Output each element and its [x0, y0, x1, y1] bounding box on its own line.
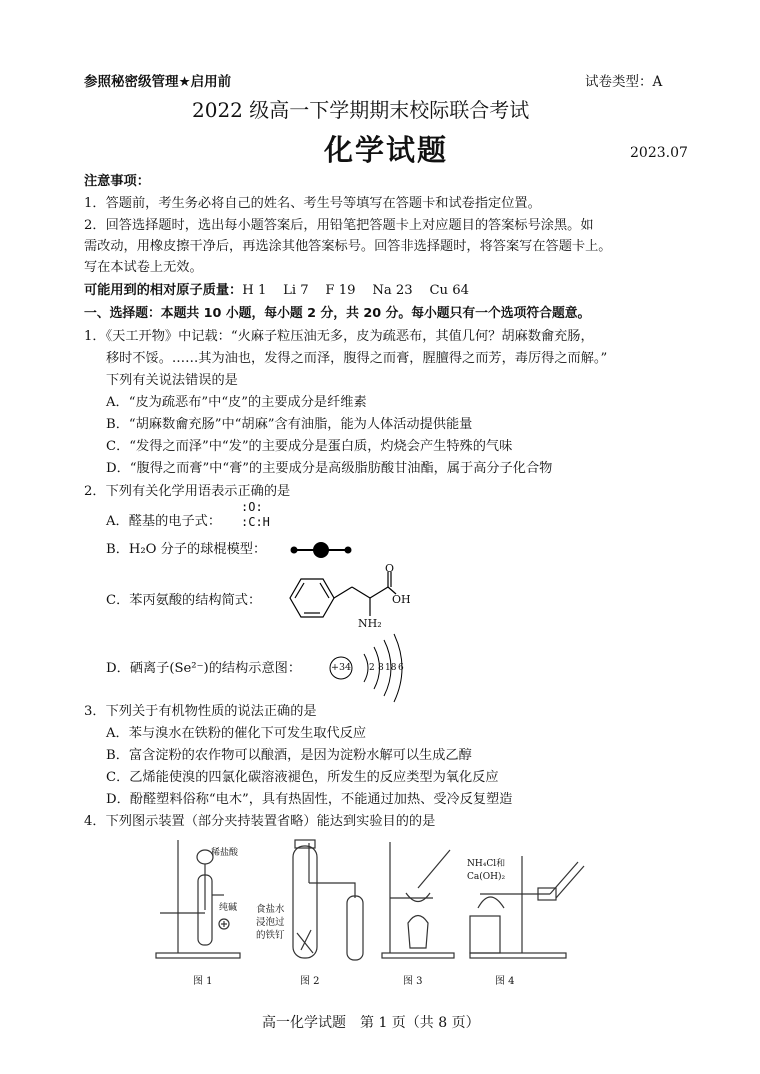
- notice-item-2-line-2: 需改动，用橡皮擦干净后，再选涂其他答案标号。回答非选择题时，将答案写在答题卡上。: [84, 239, 612, 254]
- q2-option-a: A．醛基的电子式：: [106, 514, 222, 529]
- notice-item-2-line-1: 2．回答选择题时，选出每小题答案后，用铅笔把答题卡上对应题目的答案标号涂黑。如: [84, 218, 594, 233]
- q2-option-d: D．硒离子(Se²⁻)的结构示意图：: [106, 661, 302, 676]
- figure-4-ammonium-chloride-label: NH₄Cl和: [467, 859, 506, 869]
- q1-line-3: 下列有关说法错误的是: [106, 373, 238, 388]
- q2-option-b: B．H₂O 分子的球棍模型：: [106, 542, 267, 557]
- q1-line-2: 移时不馁。……其为油也，发得之而泽，腹得之而膏，腥膻得之而芳，毒厉得之而解。”: [106, 351, 608, 366]
- figure-3-apparatus: [378, 838, 458, 965]
- phenylalanine-o-label: O: [385, 562, 395, 575]
- selenide-shell-4: 6: [398, 663, 404, 673]
- aldehyde-formula-bottom: :C:H: [241, 515, 270, 529]
- exam-title: 2022 级高一下学期期末校际联合考试: [192, 98, 530, 122]
- q1-line-1: 1．《天工开物》中记载：“火麻子粒压油无多，皮为疏恶布，其值几何？胡麻数龠充肠，: [84, 329, 594, 344]
- q3-option-d: D．酚醛塑料俗称“电木”，具有热固性，不能通过加热、受冷反复塑造: [106, 792, 513, 807]
- paper-type-label: 试卷类型：A: [585, 74, 663, 90]
- aldehyde-formula-top: :O:: [241, 500, 263, 514]
- notice-item-2-line-3: 写在本试卷上无效。: [84, 260, 203, 275]
- q1-option-d: D．“腹得之而膏”中“膏”的主要成分是高级脂肪酸甘油酯，属于高分子化合物: [106, 461, 553, 476]
- q1-option-b: B．“胡麻数龠充肠”中“胡麻”含有油脂，能为人体活动提供能量: [106, 417, 473, 432]
- figure-3-caption: 图 3: [403, 976, 423, 987]
- notice-heading: 注意事项：: [84, 174, 150, 189]
- phenylalanine-nh2-label: NH₂: [358, 617, 382, 630]
- q3-option-c: C．乙烯能使溴的四氯化碳溶液褪色，所发生的反应类型为氧化反应: [106, 770, 499, 785]
- atomic-mass-label: 可能用到的相对原子质量：: [84, 283, 243, 298]
- figure-1-caption: 图 1: [193, 976, 213, 987]
- atomic-mass-values: H 1 Li 7 F 19 Na 23 Cu 64: [242, 283, 470, 298]
- exam-date: 2023.07: [630, 145, 688, 161]
- selenide-shell-1: 2: [369, 663, 375, 673]
- atomic-mass-line: [84, 281, 469, 301]
- q4-stem: 4．下列图示装置（部分夹持装置省略）能达到实验目的的是: [84, 814, 436, 829]
- section-1-heading: 一、选择题：本题共 10 小题，每小题 2 分，共 20 分。每小题只有一个选项符合题意。: [84, 306, 591, 321]
- selenide-shell-2: 8: [378, 663, 384, 673]
- q1-option-c: C．“发得之而泽”中“发”的主要成分是蛋白质，灼烧会产生特殊的气味: [106, 439, 513, 454]
- aldehyde-electron-formula: [241, 500, 270, 530]
- figure-1-hydrochloric-acid-label: 稀盐酸: [211, 848, 239, 858]
- q1-option-a: A．“皮为疏恶布”中“皮”的主要成分是纤维素: [106, 395, 367, 410]
- figure-4-caption: 图 4: [495, 976, 515, 987]
- figure-2-iron-nail-label: 食盐水 浸泡过 的铁钉: [256, 904, 285, 941]
- notice-item-1: 1．答题前，考生务必将自己的姓名、考生号等填写在答题卡和试卷指定位置。: [84, 196, 541, 211]
- figure-4-calcium-hydroxide-label: Ca(OH)₂: [467, 872, 506, 882]
- water-ball-stick-model: [288, 539, 354, 561]
- confidential-label: 参照秘密级管理★启用前: [84, 74, 232, 90]
- q3-option-a: A．苯与溴水在铁粉的催化下可发生取代反应: [106, 726, 367, 741]
- figure-2-apparatus: [265, 838, 375, 965]
- q2-stem: 2．下列有关化学用语表示正确的是: [84, 484, 291, 499]
- selenide-shell-3: 18: [385, 663, 397, 673]
- selenide-nucleus-charge: +34: [331, 662, 352, 673]
- figure-2-caption: 图 2: [300, 976, 320, 987]
- q3-stem: 3．下列关于有机物性质的说法正确的是: [84, 704, 317, 719]
- q2-option-c: C．苯丙氨酸的结构简式：: [106, 593, 262, 608]
- phenylalanine-oh-label: OH: [392, 593, 411, 606]
- figure-1-soda-label: 纯碱: [219, 903, 238, 913]
- subject-title: 化学试题: [324, 133, 449, 167]
- page-footer: 高一化学试题 第 1 页（共 8 页）: [262, 1015, 480, 1031]
- q3-option-b: B．富含淀粉的农作物可以酿酒，是因为淀粉水解可以生成乙醇: [106, 748, 472, 763]
